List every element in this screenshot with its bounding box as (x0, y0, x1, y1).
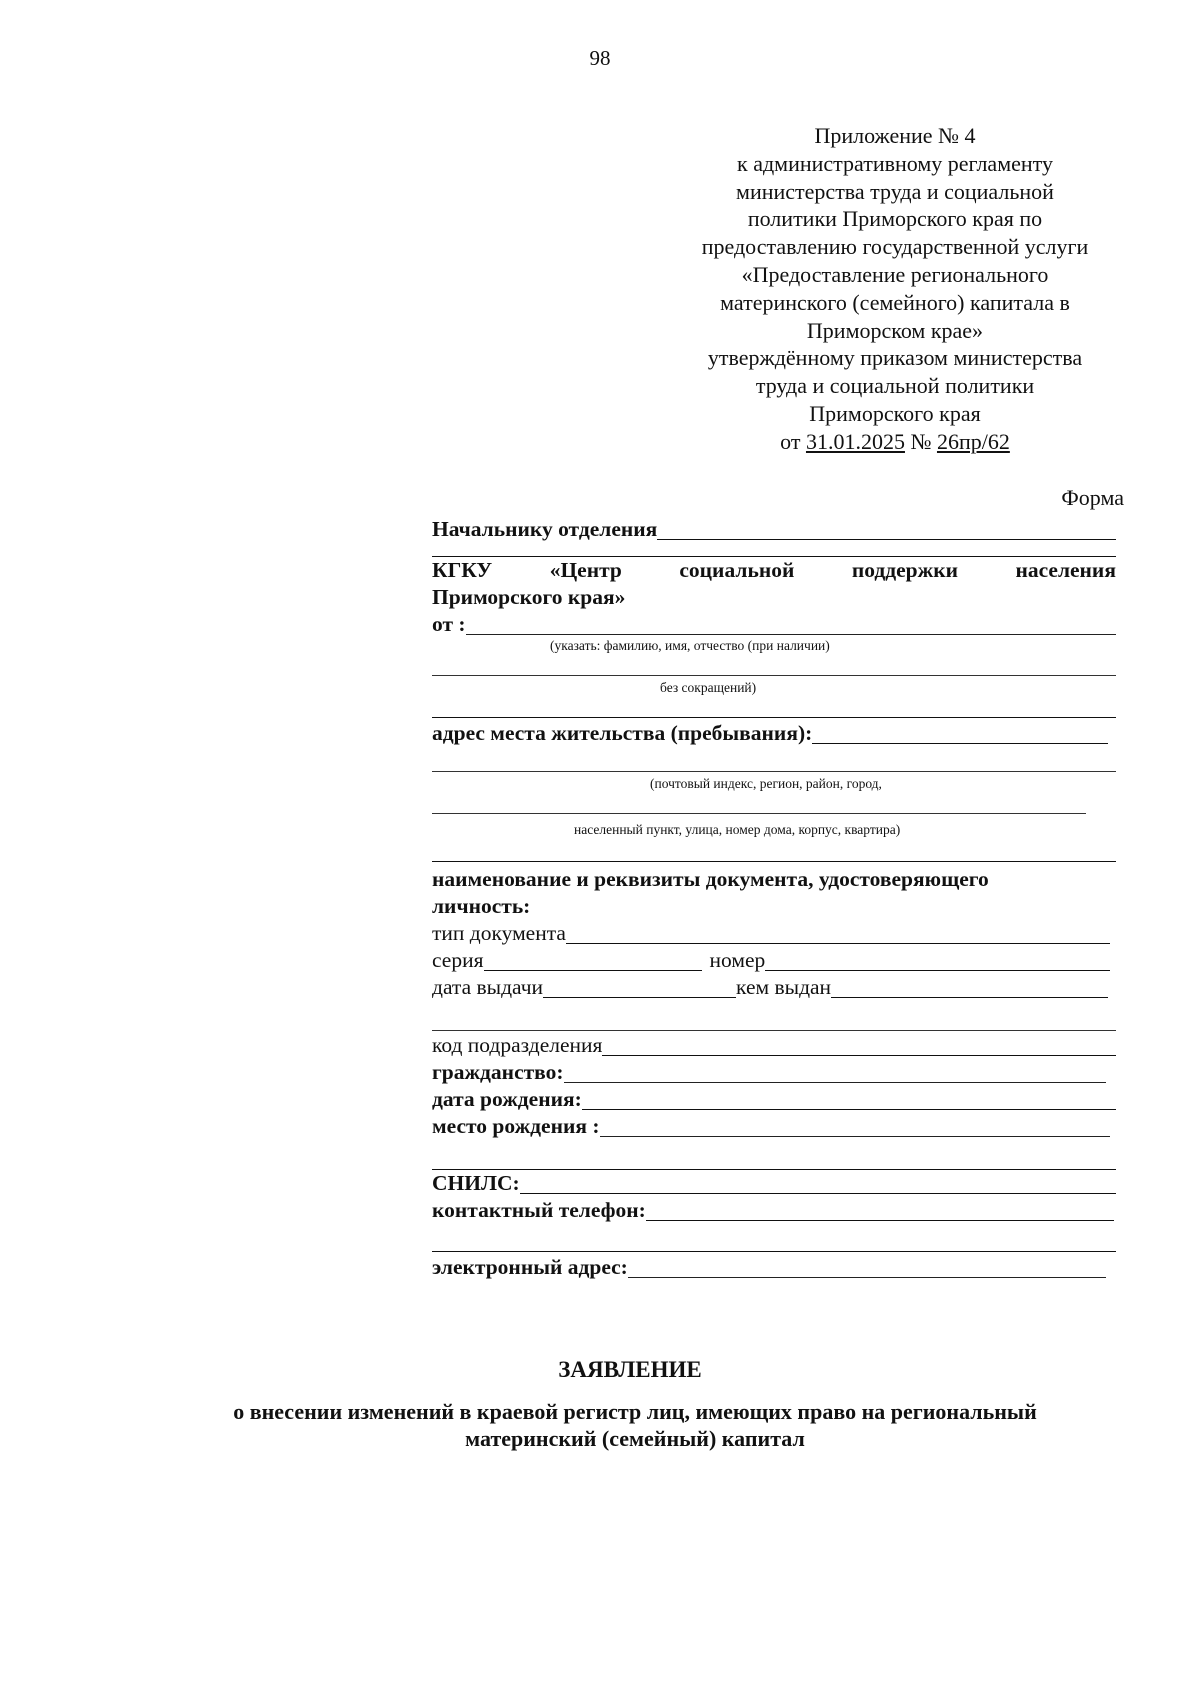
appendix-line: Приморском крае» (806, 317, 984, 343)
birth-date-label: дата рождения: (432, 1087, 582, 1111)
address-field-2[interactable] (432, 770, 1116, 772)
appendix-line: материнского (семейного) капитала в (720, 289, 1070, 315)
address-label: адрес места жительства (пребывания): (432, 721, 813, 745)
issue-date-field[interactable] (543, 977, 736, 998)
from-label: от : (432, 612, 466, 636)
email-field[interactable] (628, 1257, 1106, 1278)
order-prefix: от (780, 428, 801, 454)
org-word: социальной (679, 558, 795, 582)
phone-row (432, 1197, 1116, 1224)
org-word: КГКУ (432, 558, 493, 582)
appendix-line: к административному регламенту (737, 150, 1053, 176)
statement-title: ЗАЯВЛЕНИЕ (558, 1357, 702, 1382)
email-row (432, 1254, 1116, 1281)
appendix-line: «Предоставление регионального (741, 261, 1049, 287)
appendix-line: Приложение № 4 (814, 123, 976, 148)
appendix-line: труда и социальной политики (755, 373, 1035, 399)
address-field-3[interactable] (432, 812, 1086, 814)
order-date: 31.01.2025 (805, 428, 905, 454)
statement-subtitle (0, 1398, 1200, 1452)
address-row (432, 720, 1116, 747)
citizenship-row (432, 1059, 1116, 1086)
form-label: Форма (1061, 485, 1124, 510)
series-field[interactable] (484, 950, 702, 971)
doc-type-row (432, 920, 1116, 947)
doc-type-label: тип документа (432, 921, 566, 945)
citizenship-label: гражданство: (432, 1060, 564, 1084)
fio-field-3[interactable] (432, 716, 1116, 718)
order-no-sign: № (910, 428, 932, 454)
issue-row (432, 974, 1116, 1001)
number-field[interactable] (765, 950, 1110, 971)
from-row (432, 611, 1116, 638)
fio-hint-2: без сокращений) (660, 680, 757, 695)
address-hint-1: (почтовый индекс, регион, район, город, (650, 776, 882, 791)
birth-place-field[interactable] (600, 1116, 1110, 1137)
citizenship-field[interactable] (564, 1062, 1106, 1083)
snils-field[interactable] (520, 1173, 1116, 1194)
doc-type-field[interactable] (566, 923, 1110, 944)
division-row (432, 1032, 1116, 1059)
series-number-row (432, 947, 1116, 974)
issue-date-label: дата выдачи (432, 975, 544, 999)
head-row (432, 516, 1116, 543)
snils-row (432, 1170, 1116, 1197)
order-number: 26пр/62 (936, 428, 1010, 454)
org-word: поддержки (851, 558, 958, 582)
doc-label-2: личность: (432, 894, 531, 918)
phone-field-2[interactable] (432, 1250, 1116, 1252)
birth-date-field[interactable] (582, 1089, 1116, 1110)
address-field[interactable] (812, 723, 1108, 744)
statement-subtitle-line-1: о внесении изменений в краевой регистр лиц, имеющих право на региональный (233, 1399, 1037, 1424)
appendix-line: политики Приморского края по (747, 206, 1043, 232)
org-line-1 (432, 557, 1116, 584)
email-label: электронный адрес: (432, 1255, 628, 1279)
issued-by-field[interactable] (831, 977, 1108, 998)
org-word: «Центр (549, 558, 622, 582)
phone-label: контактный телефон: (432, 1198, 646, 1222)
head-field[interactable] (657, 519, 1116, 540)
appendix-line: предоставлению государственной услуги (701, 234, 1089, 260)
addressee-block (432, 516, 1116, 1281)
birth-place-row (432, 1113, 1116, 1140)
issued-by-field-2[interactable] (432, 1029, 1116, 1031)
issued-by-label: кем выдан (736, 975, 832, 999)
address-hint-2: населенный пункт, улица, номер дома, корпус, квартира) (574, 822, 901, 837)
fio-hint: (указать: фамилию, имя, отчество (при наличии) (550, 638, 830, 653)
appendix-line: министерства труда и социальной (736, 178, 1054, 204)
appendix-line: Приморского края (809, 400, 981, 426)
phone-field[interactable] (646, 1200, 1114, 1221)
birth-date-row (432, 1086, 1116, 1113)
number-label: номер (709, 948, 766, 972)
address-field-4[interactable] (432, 860, 1116, 862)
order-reference (660, 428, 1130, 456)
fio-field-2[interactable] (432, 674, 1116, 676)
division-code-field[interactable] (602, 1035, 1116, 1056)
fio-field[interactable] (466, 614, 1116, 635)
head-label: Начальнику отделения (432, 517, 658, 541)
statement-subtitle-line-2: материнский (семейный) капитал (465, 1426, 805, 1451)
series-label: серия (432, 948, 484, 972)
birth-place-label: место рождения : (432, 1114, 600, 1138)
division-code-label: код подразделения (432, 1033, 603, 1057)
org-word: населения (1015, 558, 1116, 582)
doc-label-1: наименование и реквизиты документа, удостоверяющего (432, 867, 989, 891)
org-line-2: Приморского края» (432, 585, 626, 609)
appendix-header (660, 122, 1130, 456)
snils-label: СНИЛС: (432, 1171, 520, 1195)
appendix-line: утверждённому приказом министерства (707, 345, 1083, 371)
page-number: 98 (589, 46, 611, 70)
